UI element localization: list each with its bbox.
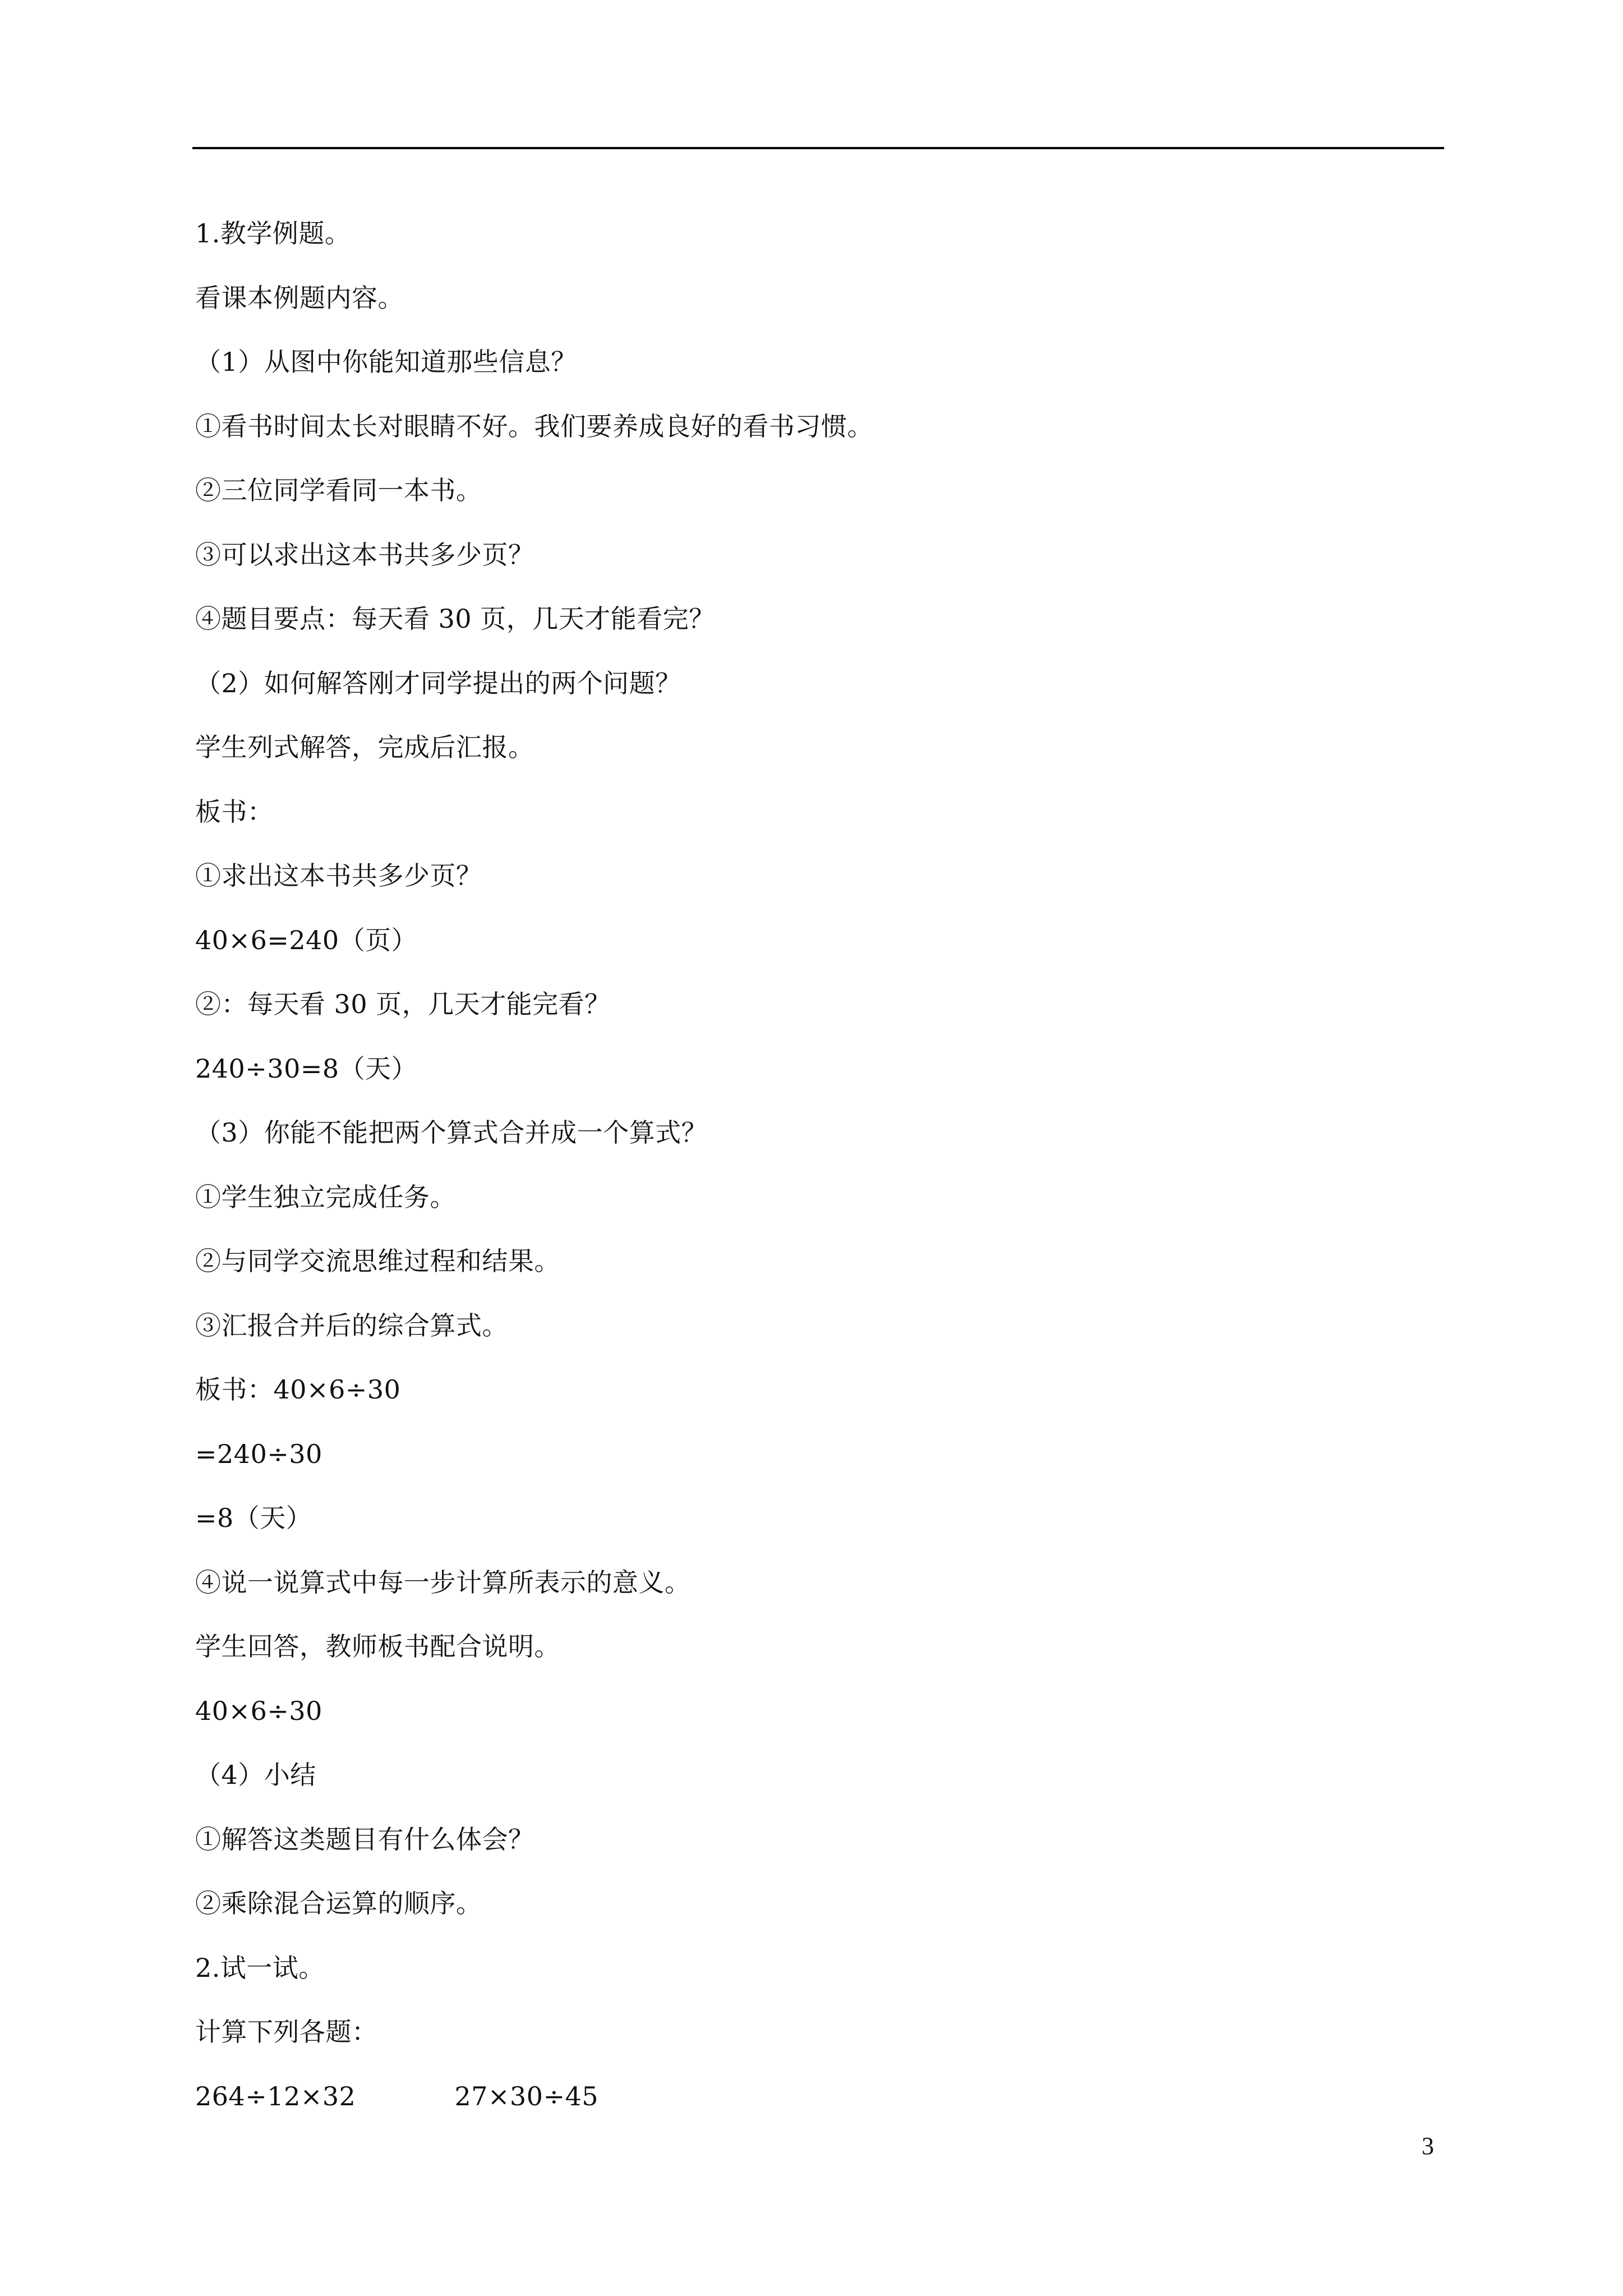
paragraph: 学生列式解答，完成后汇报。	[195, 732, 534, 762]
list-item: ③汇报合并后的综合算式。	[195, 1310, 508, 1341]
question-heading: （1）从图中你能知道那些信息？	[195, 347, 577, 377]
exercise-1: 264÷12×32	[195, 2081, 356, 2111]
equation: =240÷30	[195, 1438, 322, 1469]
list-item: ④题目要点：每天看 30 页，几天才能看完？	[195, 604, 715, 634]
equation: 40×6=240（页）	[195, 924, 418, 955]
equation: 40×6÷30	[195, 1695, 322, 1726]
paragraph: 计算下列各题：	[195, 2017, 378, 2047]
section-heading: 1.教学例题。	[195, 218, 351, 249]
list-item: ③可以求出这本书共多少页？	[195, 539, 534, 570]
question-heading: （3）你能不能把两个算式合并成一个算式？	[195, 1117, 708, 1148]
document-body	[195, 212, 1429, 2139]
equation: 240÷30=8（天）	[195, 1053, 418, 1084]
board-label: 板书：	[195, 796, 274, 827]
page-number: 3	[1422, 2132, 1434, 2160]
list-item: ④说一说算式中每一步计算所表示的意义。	[195, 1567, 691, 1598]
exercise-row	[195, 2075, 1429, 2139]
list-item: ①看书时间太长对眼睛不好。我们要养成良好的看书习惯。	[195, 411, 873, 441]
list-item: ①求出这本书共多少页？	[195, 861, 482, 891]
section-heading: 2.试一试。	[195, 1952, 325, 1983]
board-equation: 板书：40×6÷30	[195, 1374, 401, 1405]
paragraph: 学生回答，教师板书配合说明。	[195, 1631, 560, 1662]
list-item: ①学生独立完成任务。	[195, 1181, 456, 1212]
list-item: ②与同学交流思维过程和结果。	[195, 1246, 560, 1276]
list-item: ②三位同学看同一本书。	[195, 475, 482, 505]
list-item: ②：每天看 30 页，几天才能完看？	[195, 989, 611, 1019]
question-heading: （4）小结	[195, 1760, 316, 1790]
equation: =8（天）	[195, 1503, 312, 1533]
paragraph: 看课本例题内容。	[195, 282, 404, 313]
list-item: ②乘除混合运算的顺序。	[195, 1888, 482, 1918]
header-rule	[192, 147, 1444, 149]
question-heading: （2）如何解答刚才同学提出的两个问题？	[195, 668, 681, 698]
list-item: ①解答这类题目有什么体会？	[195, 1824, 534, 1855]
exercise-2: 27×30÷45	[454, 2081, 599, 2111]
